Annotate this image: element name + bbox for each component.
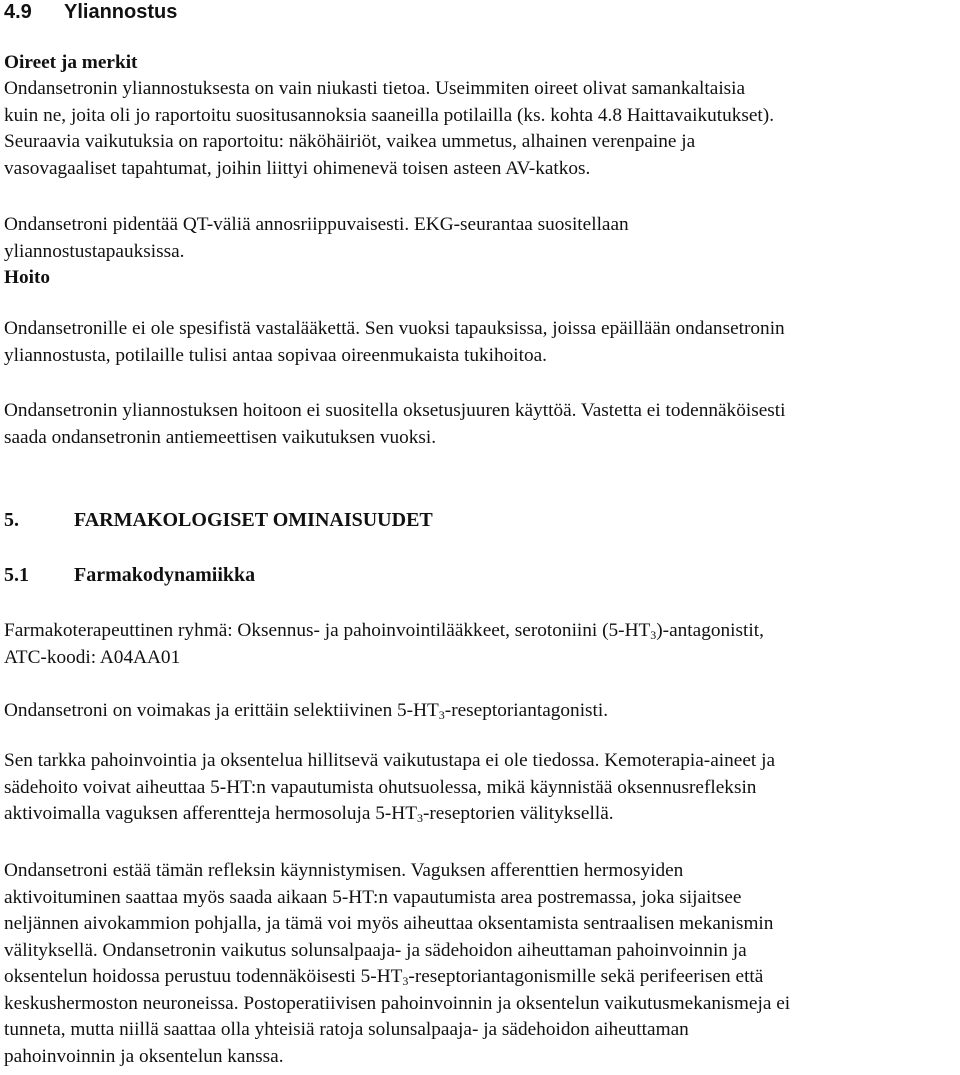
text-run: -reseptorien välityksellä.	[422, 803, 614, 824]
text-line: Ondansetronille ei ole spesifistä vastalääkettä. Sen vuoksi tapauksissa, joissa epäillään ondansetronin	[4, 318, 785, 339]
paragraph-pharmacotherapeutic-group	[4, 618, 764, 671]
text-run: oksentelun hoidossa perustuu todennäköisesti 5-HT	[4, 966, 403, 987]
text-line: yliannostustapauksissa.	[4, 240, 185, 262]
text-line: Ondansetronin yliannostuksen hoitoon ei suositella oksetusjuuren käyttöä. Vastetta ei todennäköisesti	[4, 400, 786, 421]
paragraph-qt-interval	[4, 212, 629, 265]
text-run: )-antagonistit,	[656, 620, 764, 641]
paragraph-mechanism	[4, 748, 775, 828]
text-line: Ondansetroni estää tämän refleksin käynnistymisen. Vaguksen afferenttien hermosyiden	[4, 860, 684, 881]
text-line: Seuraavia vaikutuksia on raportoitu: näköhäiriöt, vaikea ummetus, alhainen verenpaine ja	[4, 131, 696, 152]
section-number: 5.	[4, 509, 19, 531]
subscript: 3	[650, 627, 657, 642]
paragraph-overdose-symptoms	[4, 76, 774, 182]
paragraph-ipecac	[4, 398, 785, 451]
section-5-1-heading	[4, 562, 255, 589]
subscript: 3	[402, 973, 409, 988]
text-line	[4, 801, 775, 828]
text-line	[4, 964, 790, 991]
text-line: välityksellä. Ondansetronin vaikutus solunsalpaaja- ja sädehoidon aiheuttaman pahoinvoinnin ja	[4, 939, 747, 961]
subscript: 3	[416, 810, 423, 825]
text-run: Ondansetroni on voimakas ja erittäin selektiivinen 5-HT	[4, 700, 439, 721]
text-run: aktivoimalla vaguksen afferentteja hermosoluja 5-HT	[4, 803, 417, 824]
subscript: 3	[438, 707, 445, 722]
text-line: keskushermoston neuroneissa. Postoperatiivisen pahoinvoinnin ja oksentelun vaikutusmekanismeja ei	[4, 992, 791, 1014]
text-line: saada ondansetronin antiemeettisen vaikutuksen vuoksi.	[4, 426, 437, 448]
section-4-9-heading	[4, 0, 177, 24]
text-line: kuin ne, joita oli jo raportoitu suositusannoksia saaneilla potilailla (ks. kohta 4.8 Haittavaikutukset).	[4, 104, 775, 126]
text-line: sädehoito voivat aiheuttaa 5-HT:n vapautumista ohutsuolessa, mikä käynnistää oksennusrefleksin	[4, 776, 757, 798]
section-title: FARMAKOLOGISET OMINAISUUDET	[74, 509, 433, 531]
subheading-treatment: Hoito	[4, 267, 51, 288]
text-line: pahoinvoinnin ja oksentelun kanssa.	[4, 1045, 284, 1067]
paragraph-reflex	[4, 858, 790, 1070]
section-number: 5.1	[4, 564, 29, 586]
paragraph-selective-antagonist	[4, 698, 608, 725]
section-number: 4.9	[4, 1, 32, 23]
text-line: Ondansetroni pidentää QT-väliä annosriippuvaisesti. EKG-seurantaa suositellaan	[4, 214, 629, 235]
text-line: ATC-koodi: A04AA01	[4, 646, 181, 668]
text-run: -reseptoriantagonisti.	[444, 700, 609, 721]
text-line: neljännen aivokammion pohjalla, ja tämä voi myös aiheuttaa oksentamista sentraalisen mekanismin	[4, 913, 774, 934]
text-line: vasovagaaliset tapahtumat, joihin liittyi ohimenevä toisen asteen AV-katkos.	[4, 157, 591, 179]
section-5-heading	[4, 507, 433, 534]
subheading-symptoms: Oireet ja merkit	[4, 52, 138, 73]
text-line: Sen tarkka pahoinvointia ja oksentelua hillitsevä vaikutustapa ei ole tiedossa. Kemoterapia-aineet ja	[4, 750, 775, 771]
paragraph-no-antidote	[4, 316, 785, 369]
text-line	[4, 618, 764, 645]
text-line: yliannostusta, potilaille tulisi antaa sopivaa oireenmukaista tukihoitoa.	[4, 344, 547, 366]
text-line	[4, 698, 608, 725]
text-run: -reseptoriantagonismille sekä perifeerisen että	[408, 966, 764, 987]
text-line: Ondansetronin yliannostuksesta on vain niukasti tietoa. Useimmiten oireet olivat samankaltaisia	[4, 78, 746, 99]
text-line: aktivoituminen saattaa myös saada aikaan 5-HT:n vapautumista area postremassa, joka sijaitsee	[4, 886, 742, 908]
section-title: Yliannostus	[64, 1, 178, 23]
section-title: Farmakodynamiikka	[74, 564, 256, 586]
text-line: tunneta, mutta niillä saattaa olla yhteisiä ratoja solunsalpaaja- ja sädehoidon aiheuttaman	[4, 1019, 689, 1040]
text-run: Farmakoterapeuttinen ryhmä: Oksennus- ja pahoinvointilääkkeet, serotoniini (5-HT	[4, 620, 651, 641]
